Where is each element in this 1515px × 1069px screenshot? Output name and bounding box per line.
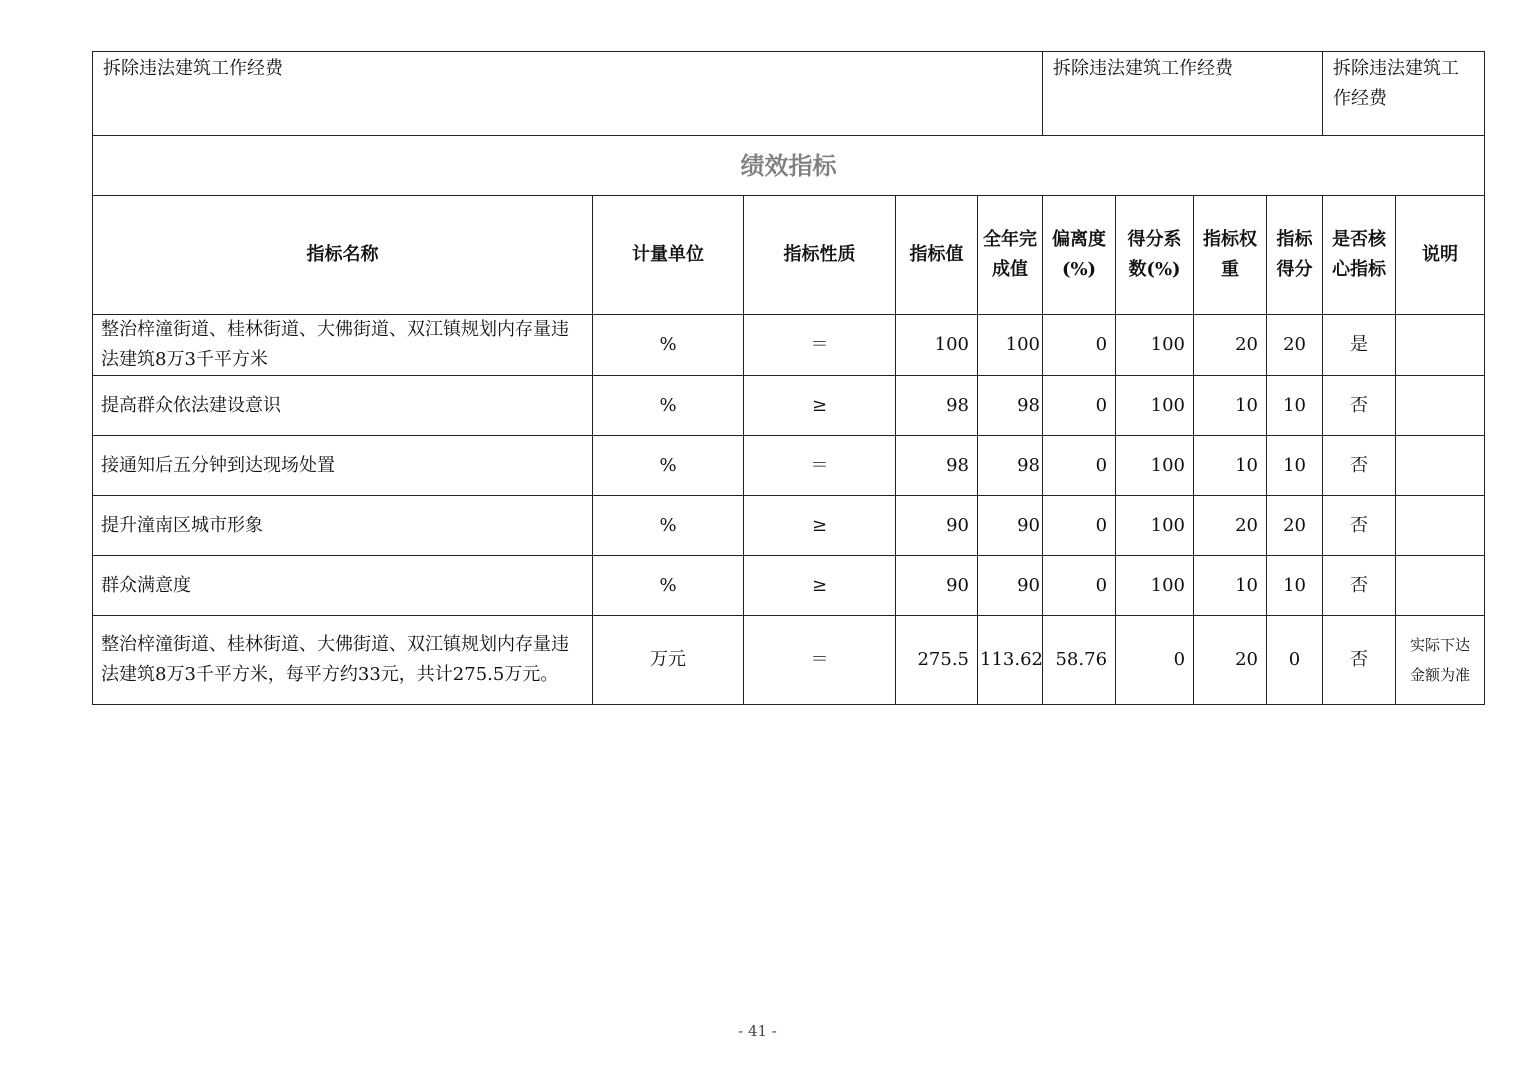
indicator-weight: 20 [1194, 315, 1267, 376]
header-weight: 指标权重 [1194, 196, 1267, 315]
indicator-annual: 98 [978, 436, 1043, 496]
indicator-deviation: 58.76 [1043, 616, 1116, 705]
indicator-note [1396, 496, 1485, 556]
indicator-weight: 10 [1194, 436, 1267, 496]
indicator-score: 10 [1267, 376, 1323, 436]
header-value: 指标值 [896, 196, 978, 315]
indicator-deviation: 0 [1043, 556, 1116, 616]
indicator-score: 0 [1267, 616, 1323, 705]
indicator-deviation: 0 [1043, 496, 1116, 556]
indicator-nature: ≥ [744, 556, 896, 616]
indicator-unit: % [593, 556, 744, 616]
indicator-note [1396, 556, 1485, 616]
indicator-nature: ＝ [744, 436, 896, 496]
indicator-deviation: 0 [1043, 315, 1116, 376]
header-deviation: 偏离度(%) [1043, 196, 1116, 315]
performance-table [92, 51, 1485, 705]
indicator-note [1396, 376, 1485, 436]
table-row [93, 556, 1485, 616]
header-unit: 计量单位 [593, 196, 744, 315]
table-row [93, 436, 1485, 496]
table-row [93, 376, 1485, 436]
indicator-value: 90 [896, 496, 978, 556]
table-row [93, 315, 1485, 376]
indicator-note [1396, 436, 1485, 496]
indicator-core: 否 [1323, 556, 1396, 616]
indicator-score: 20 [1267, 315, 1323, 376]
header-note: 说明 [1396, 196, 1485, 315]
section-title-row [93, 136, 1485, 196]
indicator-note [1396, 315, 1485, 376]
header-annual: 全年完成值 [978, 196, 1043, 315]
indicator-value: 98 [896, 376, 978, 436]
indicator-unit: % [593, 496, 744, 556]
header-score: 指标得分 [1267, 196, 1323, 315]
header-nature: 指标性质 [744, 196, 896, 315]
indicator-name: 整治梓潼街道、桂林街道、大佛街道、双江镇规划内存量违法建筑8万3千平方米 [93, 315, 593, 376]
indicator-core: 否 [1323, 376, 1396, 436]
indicator-score: 20 [1267, 496, 1323, 556]
indicator-nature: ≥ [744, 496, 896, 556]
indicator-annual: 113.62 [978, 616, 1043, 705]
indicator-value: 100 [896, 315, 978, 376]
header-row [93, 196, 1485, 315]
indicator-unit: % [593, 376, 744, 436]
header-name: 指标名称 [93, 196, 593, 315]
indicator-annual: 100 [978, 315, 1043, 376]
table-row [93, 496, 1485, 556]
header-core: 是否核心指标 [1323, 196, 1396, 315]
indicator-value: 275.5 [896, 616, 978, 705]
project-name-cell-2: 拆除违法建筑工作经费 [1043, 52, 1323, 136]
table-row [93, 616, 1485, 705]
header-coef: 得分系数(%) [1116, 196, 1194, 315]
indicator-coef: 100 [1116, 436, 1194, 496]
indicator-nature: ＝ [744, 616, 896, 705]
indicator-core: 否 [1323, 616, 1396, 705]
indicator-score: 10 [1267, 556, 1323, 616]
indicator-coef: 0 [1116, 616, 1194, 705]
project-name-cell: 拆除违法建筑工作经费 [93, 52, 1043, 136]
indicator-annual: 90 [978, 496, 1043, 556]
indicator-name: 接通知后五分钟到达现场处置 [93, 436, 593, 496]
indicator-nature: ≥ [744, 376, 896, 436]
indicator-weight: 10 [1194, 376, 1267, 436]
indicator-weight: 20 [1194, 616, 1267, 705]
indicator-value: 90 [896, 556, 978, 616]
indicator-name: 提高群众依法建设意识 [93, 376, 593, 436]
project-name-row [93, 52, 1485, 136]
indicator-core: 否 [1323, 436, 1396, 496]
indicator-core: 是 [1323, 315, 1396, 376]
indicator-coef: 100 [1116, 496, 1194, 556]
indicator-unit: 万元 [593, 616, 744, 705]
indicator-deviation: 0 [1043, 376, 1116, 436]
indicator-unit: % [593, 436, 744, 496]
indicator-name: 整治梓潼街道、桂林街道、大佛街道、双江镇规划内存量违法建筑8万3千平方米，每平方约33元，共计275.5万元。 [93, 616, 593, 705]
indicator-name: 群众满意度 [93, 556, 593, 616]
indicator-unit: % [593, 315, 744, 376]
page-number: - 41 - [738, 1022, 777, 1040]
project-name-cell-3: 拆除违法建筑工作经费 [1323, 52, 1485, 136]
indicator-name: 提升潼南区城市形象 [93, 496, 593, 556]
indicator-weight: 20 [1194, 496, 1267, 556]
indicator-note: 实际下达金额为准 [1396, 616, 1485, 705]
indicator-annual: 98 [978, 376, 1043, 436]
indicator-nature: ＝ [744, 315, 896, 376]
indicator-coef: 100 [1116, 376, 1194, 436]
indicator-coef: 100 [1116, 556, 1194, 616]
indicator-core: 否 [1323, 496, 1396, 556]
section-title: 绩效指标 [93, 136, 1485, 196]
indicator-deviation: 0 [1043, 436, 1116, 496]
indicator-annual: 90 [978, 556, 1043, 616]
indicator-value: 98 [896, 436, 978, 496]
indicator-coef: 100 [1116, 315, 1194, 376]
indicator-score: 10 [1267, 436, 1323, 496]
indicator-weight: 10 [1194, 556, 1267, 616]
